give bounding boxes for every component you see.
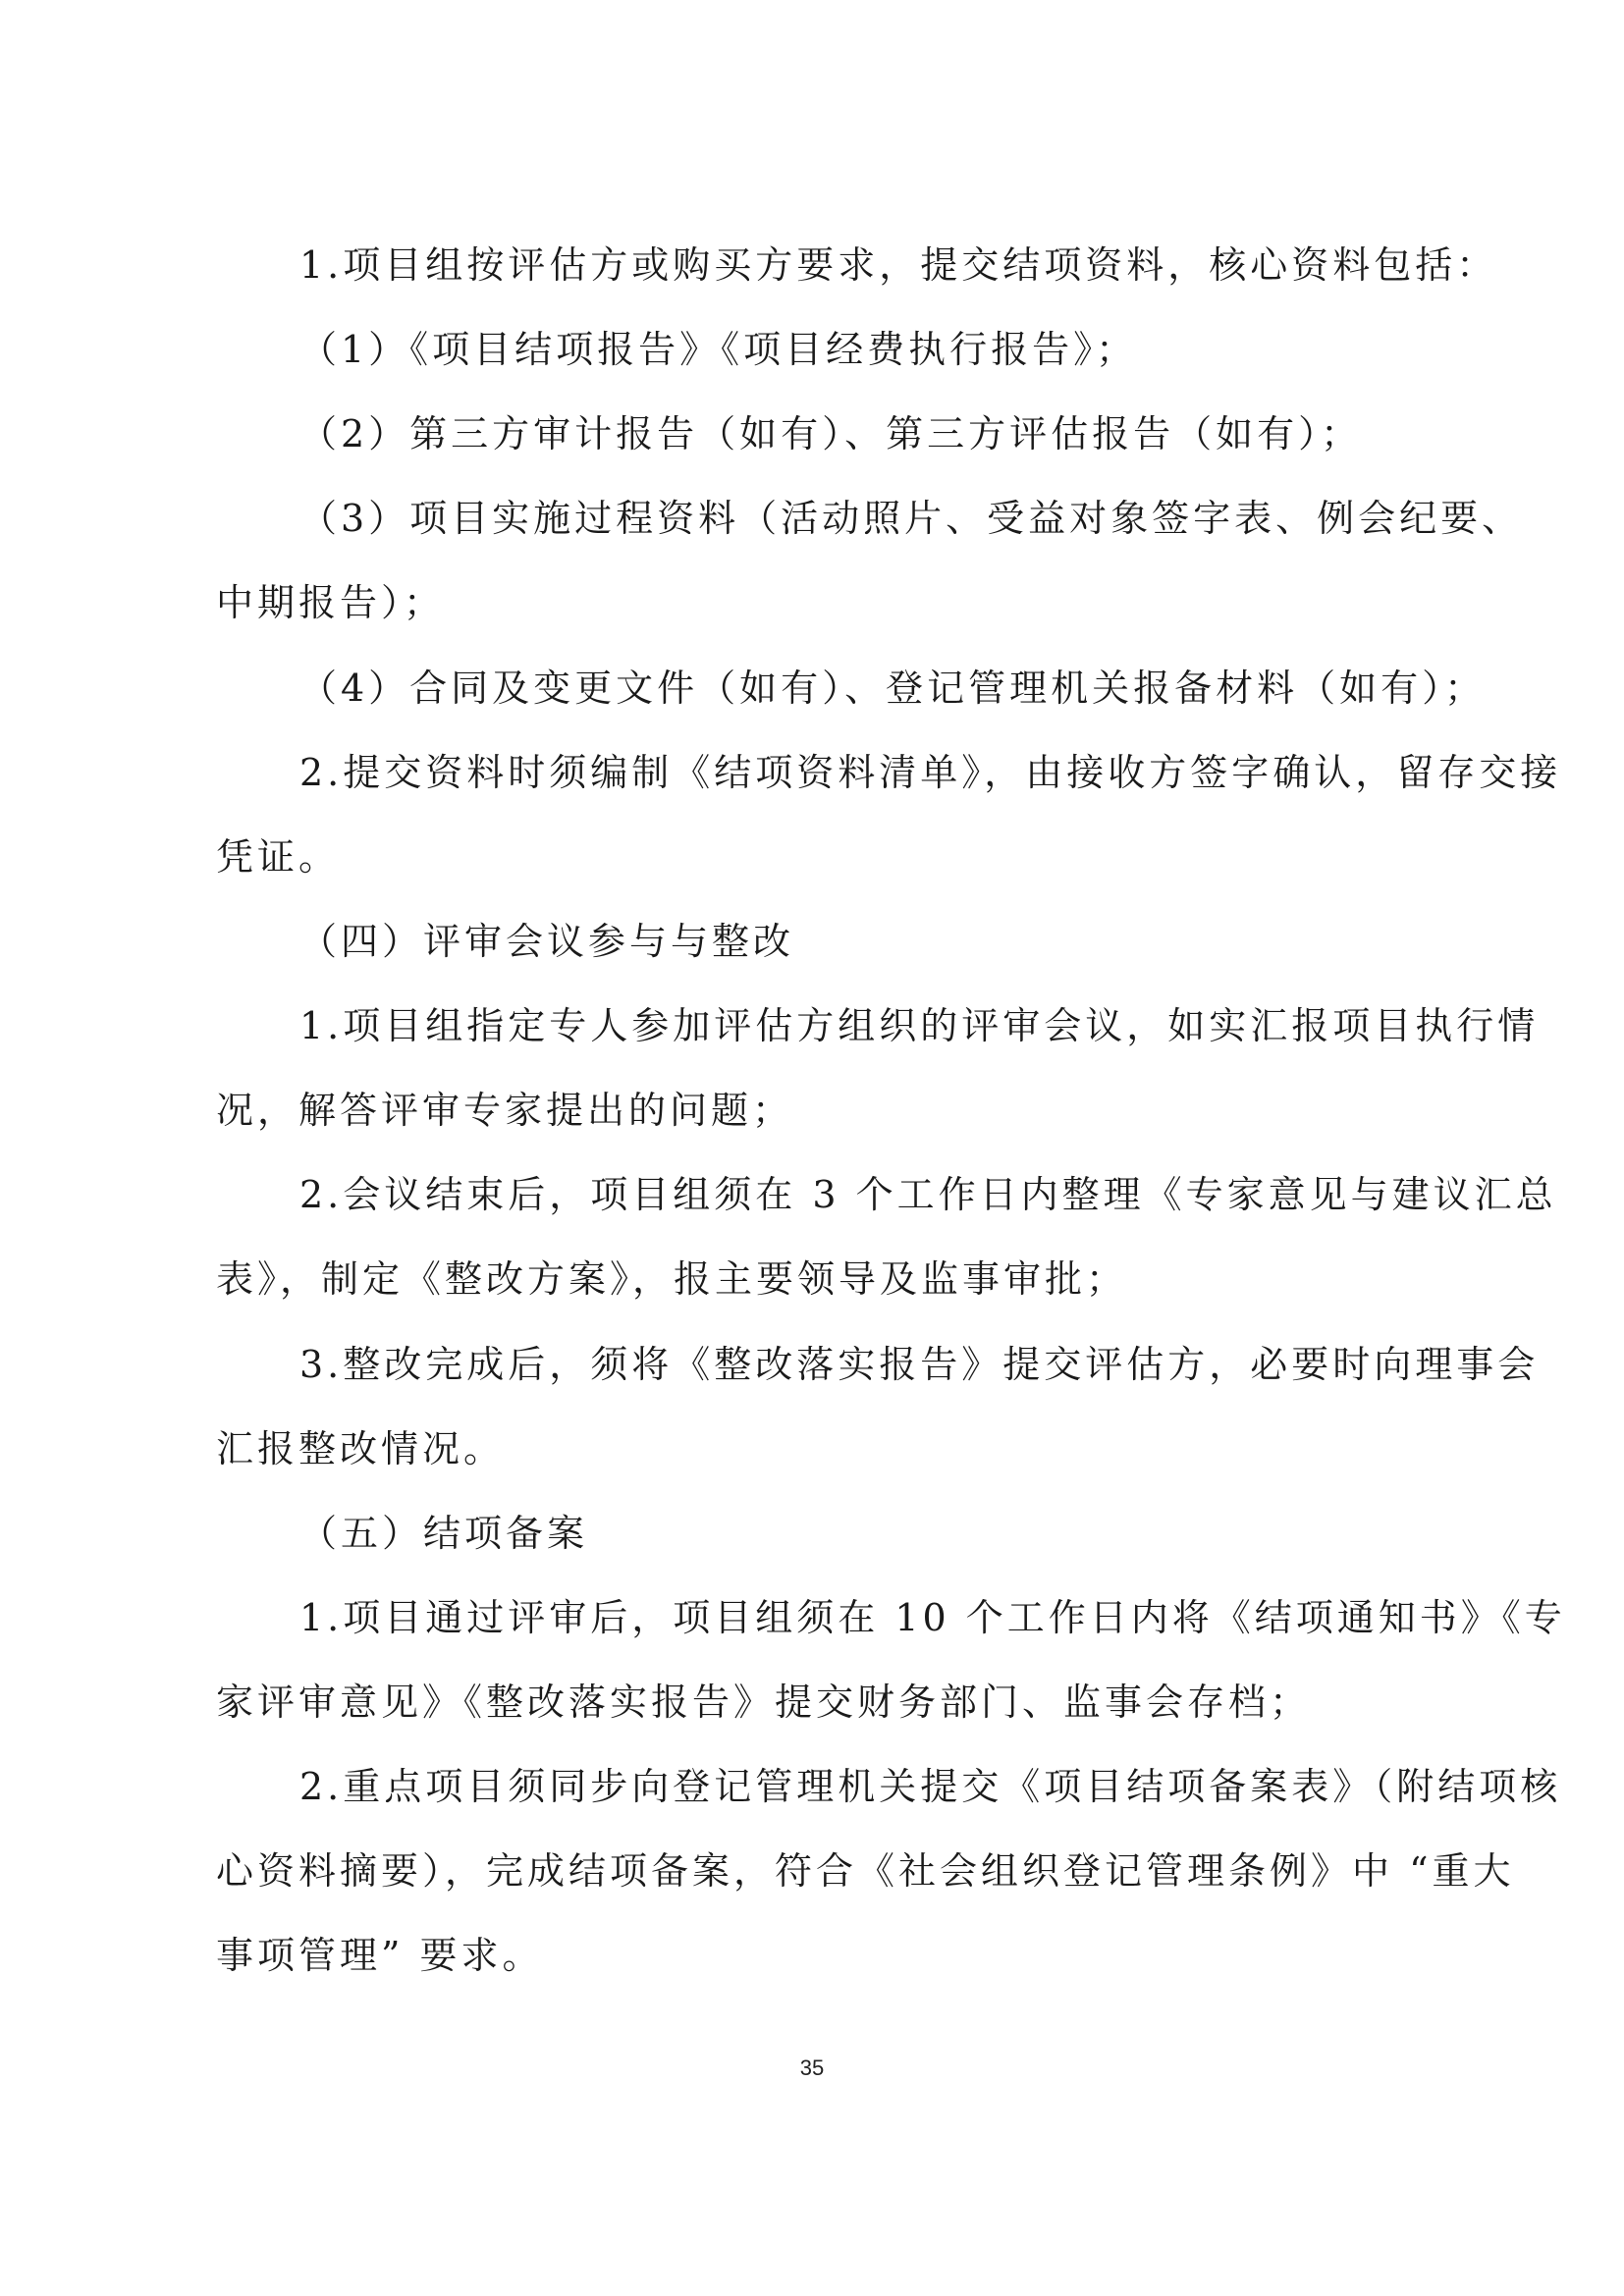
paragraph-line: 1.项目组按评估方或购买方要求，提交结项资料，核心资料包括： <box>299 243 1498 287</box>
paragraph-line: 3.整改完成后，须将《整改落实报告》提交评估方，必要时向理事会 <box>299 1343 1540 1386</box>
paragraph-line: 汇报整改情况。 <box>216 1427 506 1470</box>
paragraph-line: （3）项目实施过程资料（活动照片、受益对象签字表、例会纪要、 <box>299 497 1524 540</box>
paragraph-line: 凭证。 <box>216 835 341 879</box>
paragraph-line: （2）第三方审计报告（如有）、第三方评估报告（如有）； <box>299 412 1363 455</box>
paragraph-line: 1.项目通过评审后，项目组须在 10 个工作日内将《结项通知书》《专 <box>299 1596 1566 1639</box>
paragraph-line: 况，解答评审专家提出的问题； <box>216 1089 794 1132</box>
section-heading: （五）结项备案 <box>299 1512 589 1555</box>
page-number: 35 <box>799 2056 825 2080</box>
paragraph-line: （1）《项目结项报告》《项目经费执行报告》； <box>299 328 1138 371</box>
paragraph-line: （4）合同及变更文件（如有）、登记管理机关报备材料（如有）； <box>299 667 1487 710</box>
paragraph-line: 中期报告）； <box>216 581 446 624</box>
paragraph-line: 2.会议结束后，项目组须在 3 个工作日内整理《专家意见与建议汇总 <box>299 1173 1557 1216</box>
section-heading: （四）评审会议参与与整改 <box>299 920 795 963</box>
paragraph-line: 表》，制定《整改方案》，报主要领导及监事审批； <box>216 1257 1128 1301</box>
paragraph-line: 心资料摘要），完成结项备案，符合《社会组织登记管理条例》中 “重大 <box>216 1849 1515 1893</box>
paragraph-line: 2.重点项目须同步向登记管理机关提交《项目结项备案表》（附结项核 <box>299 1765 1562 1808</box>
paragraph-line: 事项管理” 要求。 <box>216 1934 544 1977</box>
paragraph-line: 家评审意见》《整改落实报告》提交财务部门、监事会存档； <box>216 1681 1312 1724</box>
paragraph-line: 1.项目组指定专人参加评估方组织的评审会议，如实汇报项目执行情 <box>299 1004 1540 1047</box>
paragraph-line: 2.提交资料时须编制《结项资料清单》，由接收方签字确认，留存交接 <box>299 751 1562 794</box>
